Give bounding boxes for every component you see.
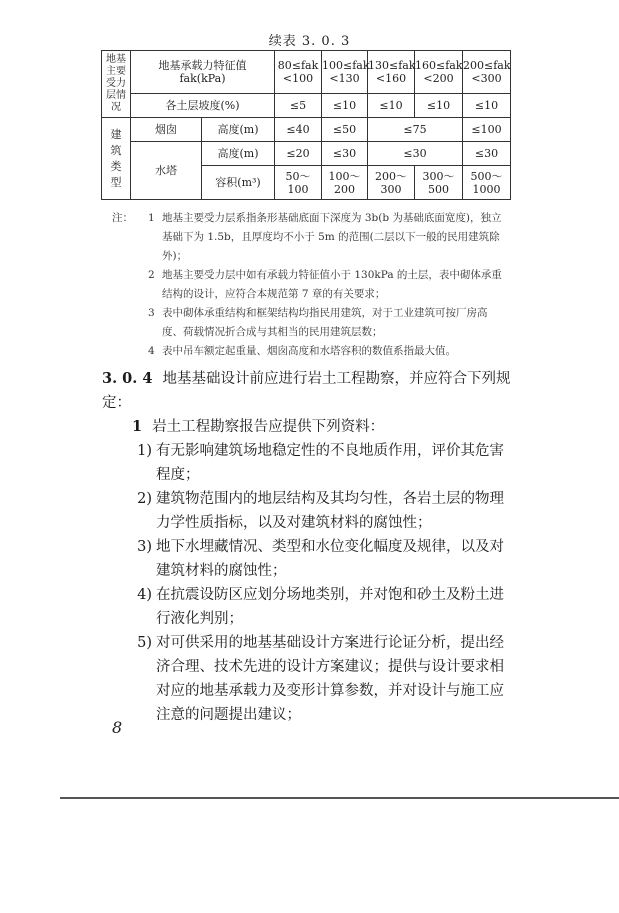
item-text: 在抗震设防区应划分场地类别，并对饱和砂土及粉土进行液化判别； [156,587,504,627]
range-bottom: 100 [287,182,309,196]
range-cell [368,51,415,94]
note-label [112,266,148,304]
range-cell [275,51,322,94]
note-label [112,342,148,361]
table-row [102,51,511,94]
label-line: 地基承载力特征值 [158,59,247,72]
param-cell: 高度(m) [202,142,275,166]
subclause-number: 1 [132,418,143,435]
note-label: 注： [112,212,133,224]
list-item [102,487,512,535]
range-top: 80≤fak [277,59,319,72]
table-cell: ≤50 [322,118,368,142]
table-cell: ≤10 [415,94,463,118]
table-cell: ≤100 [463,118,511,142]
note-number: 2 [148,269,155,281]
param-cell: 容积(m³) [202,166,275,200]
note-label [112,304,148,342]
range-bottom: <160 [375,72,407,85]
table-cell: ≤30 [368,142,463,166]
table-notes [112,209,507,361]
clause-number: 3. 0. 4 [102,370,153,387]
table-cell: ≤40 [275,118,322,142]
item-number: 4) [137,587,152,603]
range-cell [322,51,368,94]
range-cell [322,166,368,200]
note-number: 1 [148,212,155,224]
range-bottom: <130 [329,72,360,85]
slope-label: 各土层坡度(%) [131,94,275,118]
range-cell [275,166,322,200]
range-top: 200≤fak [463,59,511,72]
item-text: 地下水埋藏情况、类型和水位变化幅度及规律，以及对建筑材料的腐蚀性； [156,539,504,579]
foundation-table [101,50,511,200]
range-cell [415,51,463,94]
list-item [102,631,512,727]
subclause-text: 岩土工程勘察报告应提供下列资料： [152,419,385,435]
list-item [102,439,512,487]
table-cell: ≤30 [322,142,368,166]
param-cell: 高度(m) [202,118,275,142]
note-text: 表中吊车额定起重量、烟囱高度和水塔容积的数值系指最大值。 [162,345,456,357]
bearing-capacity-label [131,51,275,94]
range-top: 160≤fak [415,59,463,72]
range-top: 100≤fak [322,59,370,72]
item-text: 建筑物范围内的地层结构及其均匀性，各岩土层的物理力学性质指标，以及对建筑材料的腐蚀性； [156,491,504,531]
range-bottom: <300 [471,72,502,85]
note-item [112,342,507,361]
range-bottom: 300 [380,182,402,196]
item-text: 有无影响建筑场地稳定性的不良地质作用，评价其危害程度； [156,443,504,483]
note-number: 3 [148,307,155,319]
list-item [102,535,512,583]
table-cell: ≤5 [275,94,322,118]
range-cell [368,166,415,200]
table-cell: ≤10 [322,94,368,118]
note-item [112,266,507,304]
range-bottom: 200 [334,182,355,196]
list-item [102,583,512,631]
table-cell: ≤30 [463,142,511,166]
range-top: 100～ [328,169,361,183]
table-cell: ≤10 [368,94,415,118]
range-top: 300～ [422,169,455,183]
section-body [102,367,512,727]
table-cell: ≤10 [463,94,511,118]
subtype-cell: 水塔 [131,142,202,200]
table-cell: ≤75 [368,118,463,142]
item-number: 1) [137,443,152,459]
range-bottom: 500 [428,182,449,196]
table-caption: 续表 3. 0. 3 [268,34,351,49]
range-bottom: <200 [423,72,454,85]
table-row [102,142,511,166]
item-number: 3) [137,539,152,555]
group-label-cell: 建筑类型 [102,118,131,200]
range-top: 200～ [375,169,407,183]
note-text: 地基主要受力层系指条形基础底面下深度为 3b(b 为基础底面宽度)，独立基础下为 1.5b，且厚度均不小于 5m 的范围(二层以下一般的民用建筑除外)； [162,212,502,262]
range-top: 50～ [285,169,311,183]
range-cell [415,166,463,200]
item-text: 对可供采用的地基基础设计方案进行论证分析，提出经济合理、技术先进的设计方案建议；提供与设计要求相对应的地基承载力及变形计算参数，并对设计与施工应注意的问题提出建议； [156,635,504,723]
range-cell [463,166,511,200]
note-number: 4 [148,345,155,357]
table-cell: ≤20 [275,142,322,166]
note-item [112,304,507,342]
subtype-cell: 烟囱 [131,118,202,142]
table-row [102,118,511,142]
note-item [112,209,507,266]
note-text: 表中砌体承重结构和框架结构均指民用建筑，对于工业建筑可按厂房高度、荷载情况折合成与其相当的民用建筑层数； [162,307,488,338]
footer-rule [60,797,619,799]
item-number: 2) [137,491,152,507]
range-bottom: 1000 [472,182,501,196]
table-row [102,94,511,118]
clause-text: 地基基础设计前应进行岩土工程勘察，并应符合下列规定： [102,371,511,411]
group-label-cell: 地基主要受力层情况 [102,51,131,118]
range-top: 130≤fak [368,59,416,72]
subclause-1 [102,415,512,439]
range-cell [463,51,511,94]
range-bottom: <100 [282,72,314,85]
note-text: 地基主要受力层中如有承载力特征值小于 130kPa 的土层，表中砌体承重结构的设计，应符合本规范第 7 章的有关要求； [162,269,502,300]
label-line: fak(kPa) [179,72,226,85]
item-number: 5) [137,635,152,651]
range-top: 500～ [470,169,503,183]
clause-3-0-4 [102,367,512,415]
page-number: 8 [112,718,123,737]
